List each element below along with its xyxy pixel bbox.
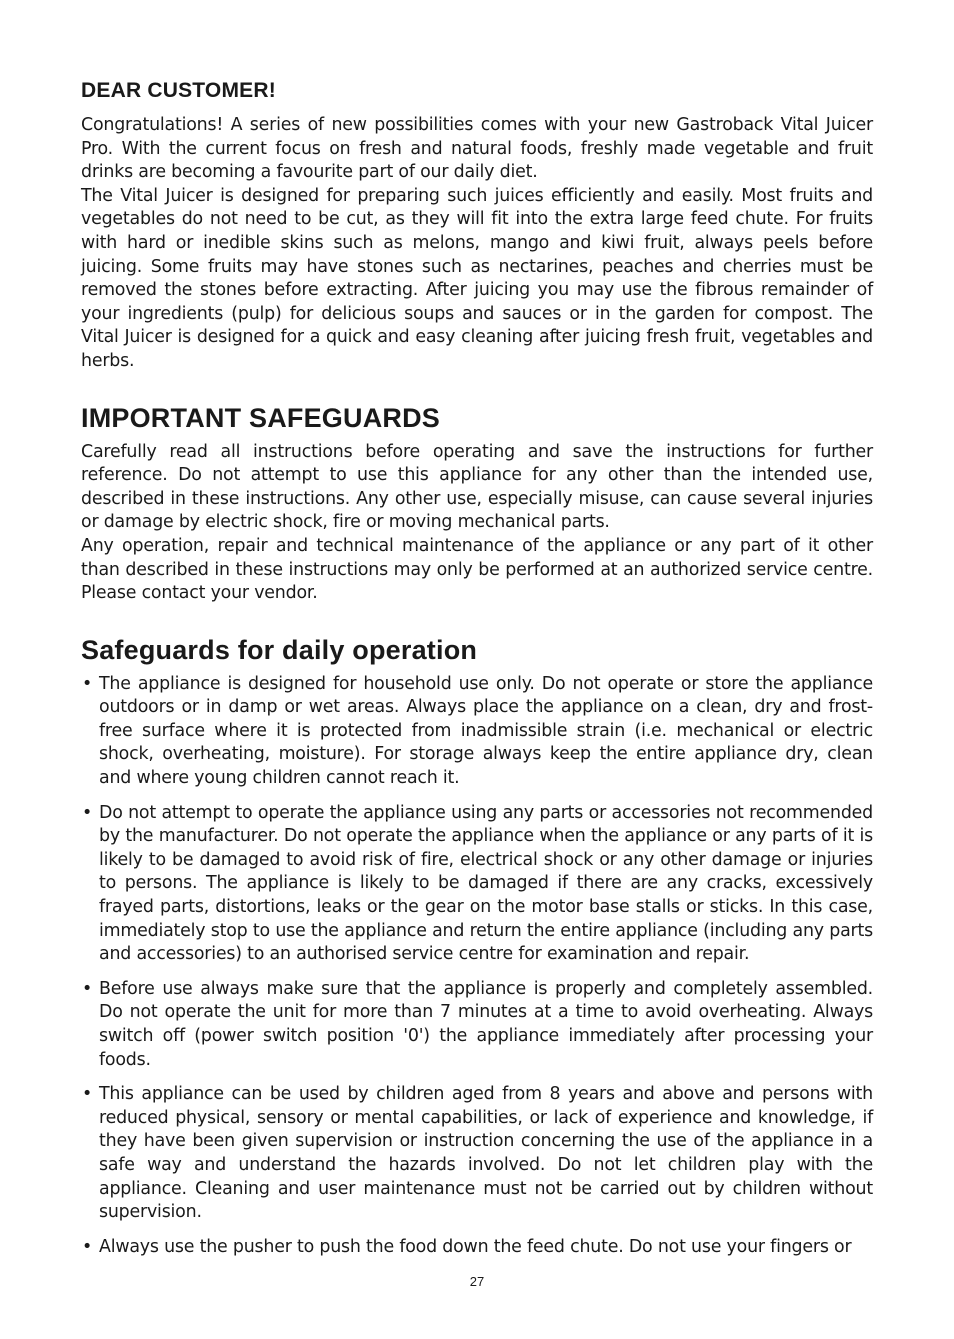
list-item-text: The appliance is designed for household use only. Do not operate or store the appliance outdoors or in damp or wet areas. Always place the appliance on a clean, dry and frost-free surface where it is protected from inadmissible strain (i.e. mechanical or electric shock, overheating, moisture). For storage always keep the entire appliance dry, clean and where young children cannot reach it. [99,673,873,789]
list-item-text: Do not attempt to operate the appliance using any parts or accessories not recommended by the manufacturer. Do not operate the appliance when the appliance or any parts of it is likely to be damaged to avoid risk of fire, electrical shock or any other damage or injuries to persons. The appliance is likely to be damaged if there are any cracks, excessively frayed parts, distortions, leaks or the gear on the motor base stalls or sticks. In this case, immediately stop to use the appliance and return the entire appliance (including any parts and accessories) to an authorised service centre for examination and repair. [99,802,873,965]
list-item [81,978,873,1072]
important-safeguards-heading: IMPORTANT SAFEGUARDS [81,402,440,433]
important-safeguards-paragraph-2: Any operation, repair and technical maintenance of the appliance or any part of it other than described in these instructions may only be performed at an authorized service centre. Please contact your vendor. [81,535,873,604]
list-item [81,1236,873,1260]
list-item-text: Before use always make sure that the appliance is properly and completely assembled. Do not operate the unit for more than 7 minutes at a time to avoid overheating. Always switch off (power switch position '0') the appliance immediately after processing your foods. [99,978,873,1070]
page-number: 27 [469,1274,485,1289]
bullet-icon: • [82,802,93,823]
bullet-icon: • [82,673,93,694]
list-item-text: This appliance can be used by children aged from 8 years and above and persons with reduced physical, sensory or mental capabilities, or lack of experience and knowledge, if they have been given supervision or instruction concerning the use of the appliance in a safe way and understand the hazards involved. Do not let children play with the appliance. Cleaning and user maintenance must not be carried out by children without supervision. [99,1084,873,1223]
important-safeguards-paragraph-1: Carefully read all instructions before operating and save the instructions for further reference. Do not attempt to use this appliance for any other than the intended use, described in these instructions. Any other use, especially misuse, can cause several injuries or damage by electric shock, fire or moving mechanical parts. [81,441,873,533]
dear-customer-heading: DEAR CUSTOMER! [81,79,276,102]
bullet-icon: • [82,1084,93,1105]
list-item [81,802,873,967]
daily-operation-heading: Safeguards for daily operation [81,634,478,665]
document-page [81,78,873,1270]
dear-customer-paragraph-2: The Vital Juicer is designed for preparing such juices efficiently and easily. Most fruits and vegetables do not need to be cut, as they will fit into the extra large feed chute. For fruits with hard or inedible skins such as melons, mango and kiwi fruit, always peels before juicing. Some fruits may have stones such as nectarines, peaches and cherries must be removed the stones before extracting. After juicing you may use the fibrous remainder of your ingredients (pulp) for delicious soups and sauces or in the garden for compost. The Vital Juicer is designed for a quick and easy cleaning after juicing fresh fruit, vegetables and herbs. [81,185,873,371]
list-item-text: Always use the pusher to push the food down the feed chute. Do not use your fingers or [99,1236,852,1257]
safeguards-list [81,673,873,1260]
section-spacer [81,606,873,634]
bullet-icon: • [82,1236,93,1257]
bullet-icon: • [82,978,93,999]
dear-customer-paragraph-1: Congratulations! A series of new possibilities comes with your new Gastroback Vital Juicer Pro. With the current focus on fresh and natural foods, freshly made vegetable and fruit drinks are becoming a favourite part of our daily diet. [81,115,873,183]
list-item [81,1083,873,1225]
list-item [81,673,873,791]
section-spacer [81,374,873,402]
